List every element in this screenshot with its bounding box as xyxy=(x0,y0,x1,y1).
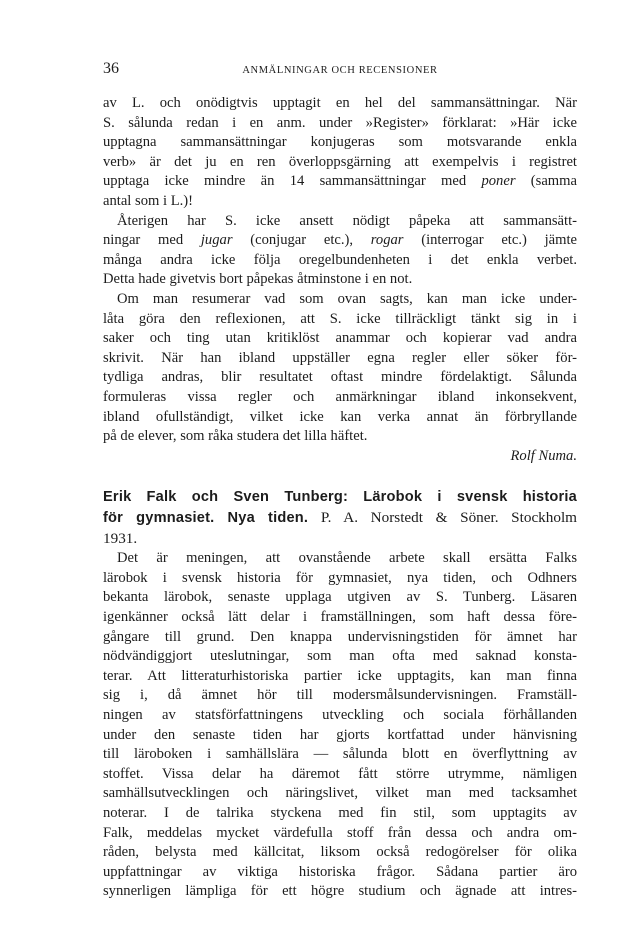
text-line: många andra icke följa oregelbundenheten i det enkla verbet. xyxy=(103,251,577,268)
text-line: låta göra den reflexionen, att S. icke tillräckligt tänkt sig in i xyxy=(103,310,577,327)
verb-poner: poner xyxy=(481,173,516,190)
body-text xyxy=(103,94,577,902)
text-line: S. sålunda redan i en anm. under »Register» förklarat: »Här icke xyxy=(103,114,577,131)
text-line: gångare till grund. Den knappa undervisningstiden för ämnet har xyxy=(103,628,577,645)
text-line: formuleras vissa regler och anmärkningar ibland inkonsekvent, xyxy=(103,388,577,405)
text-line: råden, belysta med källcitat, liksom också redogörelser för olika xyxy=(103,844,577,861)
text-line: på de elever, som råka studera det lilla häftet. xyxy=(103,428,368,445)
text-line: saker och ting utan kritiklöst anammar och kopierar vad andra xyxy=(103,330,577,347)
text-line: antal som i L.)! xyxy=(103,192,193,209)
text-line: lärobok i svensk historia för gymnasiet, nya tiden, och Odhners xyxy=(103,569,577,586)
text-line: upptagna sammansättningar konjugeras som motsvarande enkla xyxy=(103,134,577,151)
verb-rogar: rogar xyxy=(370,232,404,249)
text-line: synnerligen lämpliga för ett högre studium och ägnade att intres- xyxy=(103,883,577,900)
text-line: skrivit. När han ibland uppställer egna regler eller söker för- xyxy=(103,349,577,366)
review1-paragraph-3 xyxy=(103,290,577,447)
review1-paragraph-2 xyxy=(103,212,577,290)
verb-jugar: jugar xyxy=(200,232,233,249)
text-line: upptaga icke mindre än 14 sammansättningar med poner (samma xyxy=(103,173,577,190)
text-line: till läroboken i samhällslära — sålunda blott en överflyttning av xyxy=(103,746,577,763)
review2-heading xyxy=(103,486,577,549)
review1-paragraph-1 xyxy=(103,94,577,212)
book-authors-title: Erik Falk och Sven Tunberg: Lärobok i svensk historia xyxy=(103,489,577,506)
reviewer-signature: Rolf Numa. xyxy=(510,447,577,464)
section-gap xyxy=(103,466,577,486)
text-line: terar. Att litteraturhistoriska partier icke upptagits, kan man finna xyxy=(103,667,577,684)
text-line: Det är meningen, att ovanstående arbete skall ersätta Falks xyxy=(117,550,577,567)
text-line: verb» är det ju en ren överloppsgärning att exempelvis i registret xyxy=(103,153,577,170)
publication-year: 1931. xyxy=(103,530,138,548)
review2-paragraph-1 xyxy=(103,549,577,902)
text-line: Återigen har S. icke ansett nödigt påpeka att sammansätt- xyxy=(117,212,577,229)
text-line: Detta hade givetvis bort påpekas åtminstone i en not. xyxy=(103,271,413,288)
heading-line xyxy=(103,507,577,528)
text-line: tydliga andras, blir resultatet oftast mindre fördelaktigt. Sålunda xyxy=(103,369,577,386)
text-line: noterar. I de talrika styckena med fin stil, som upptagits av xyxy=(103,805,577,821)
running-title: ANMÄLNINGAR OCH RECENSIONER xyxy=(242,65,438,76)
text-line: ningar med jugar (conjugar etc.), rogar (interrogar etc.) jämte xyxy=(103,232,577,249)
text-line: uppfattningar av viktiga historiska frågor. Sådana partier äro xyxy=(103,863,577,880)
text-line: bekanta lärobok, senaste upplaga utgiven av S. Tunberg. Läsaren xyxy=(103,589,577,606)
book-publisher: P. A. Norstedt & Söner. Stockholm xyxy=(308,509,577,527)
text-line: Falk, meddelas mycket värdefulla stoff från dessa och andra om- xyxy=(103,824,577,841)
page-number: 36 xyxy=(103,60,119,77)
text-line: sig i, då ämnet hör till modersmålsundervisningen. Framställ- xyxy=(103,687,577,704)
text-line: av L. och onödigtvis upptagit en hel del sammansättningar. När xyxy=(103,95,577,111)
heading-line xyxy=(103,486,577,507)
book-title-cont: för gymnasiet. Nya tiden. xyxy=(103,510,309,527)
running-header xyxy=(103,60,577,80)
text-line: nödvändiggjort uteslutningar, som man ofta med saknad konsta- xyxy=(103,648,577,665)
text-line: stoffet. Vissa delar ha däremot fått större utrymme, nämligen xyxy=(103,765,577,782)
text-line: igenkänner också lätt delar i framställningen, som haft dessa före- xyxy=(103,609,577,626)
text-line: ibland ofullständigt, vilket icke kan verka annat än förbryllande xyxy=(103,408,577,425)
text-line: ningen av statsförfattningens utveckling och sociala förhållanden xyxy=(103,707,577,724)
text-line: under den senaste tiden har gjorts kortfattad under hänvisning xyxy=(103,726,577,743)
text-line: Om man resumerar vad som ovan sagts, kan man icke under- xyxy=(117,290,577,307)
text-line: samhällsutvecklingen och näringslivet, vilket man med tacksamhet xyxy=(103,785,577,802)
